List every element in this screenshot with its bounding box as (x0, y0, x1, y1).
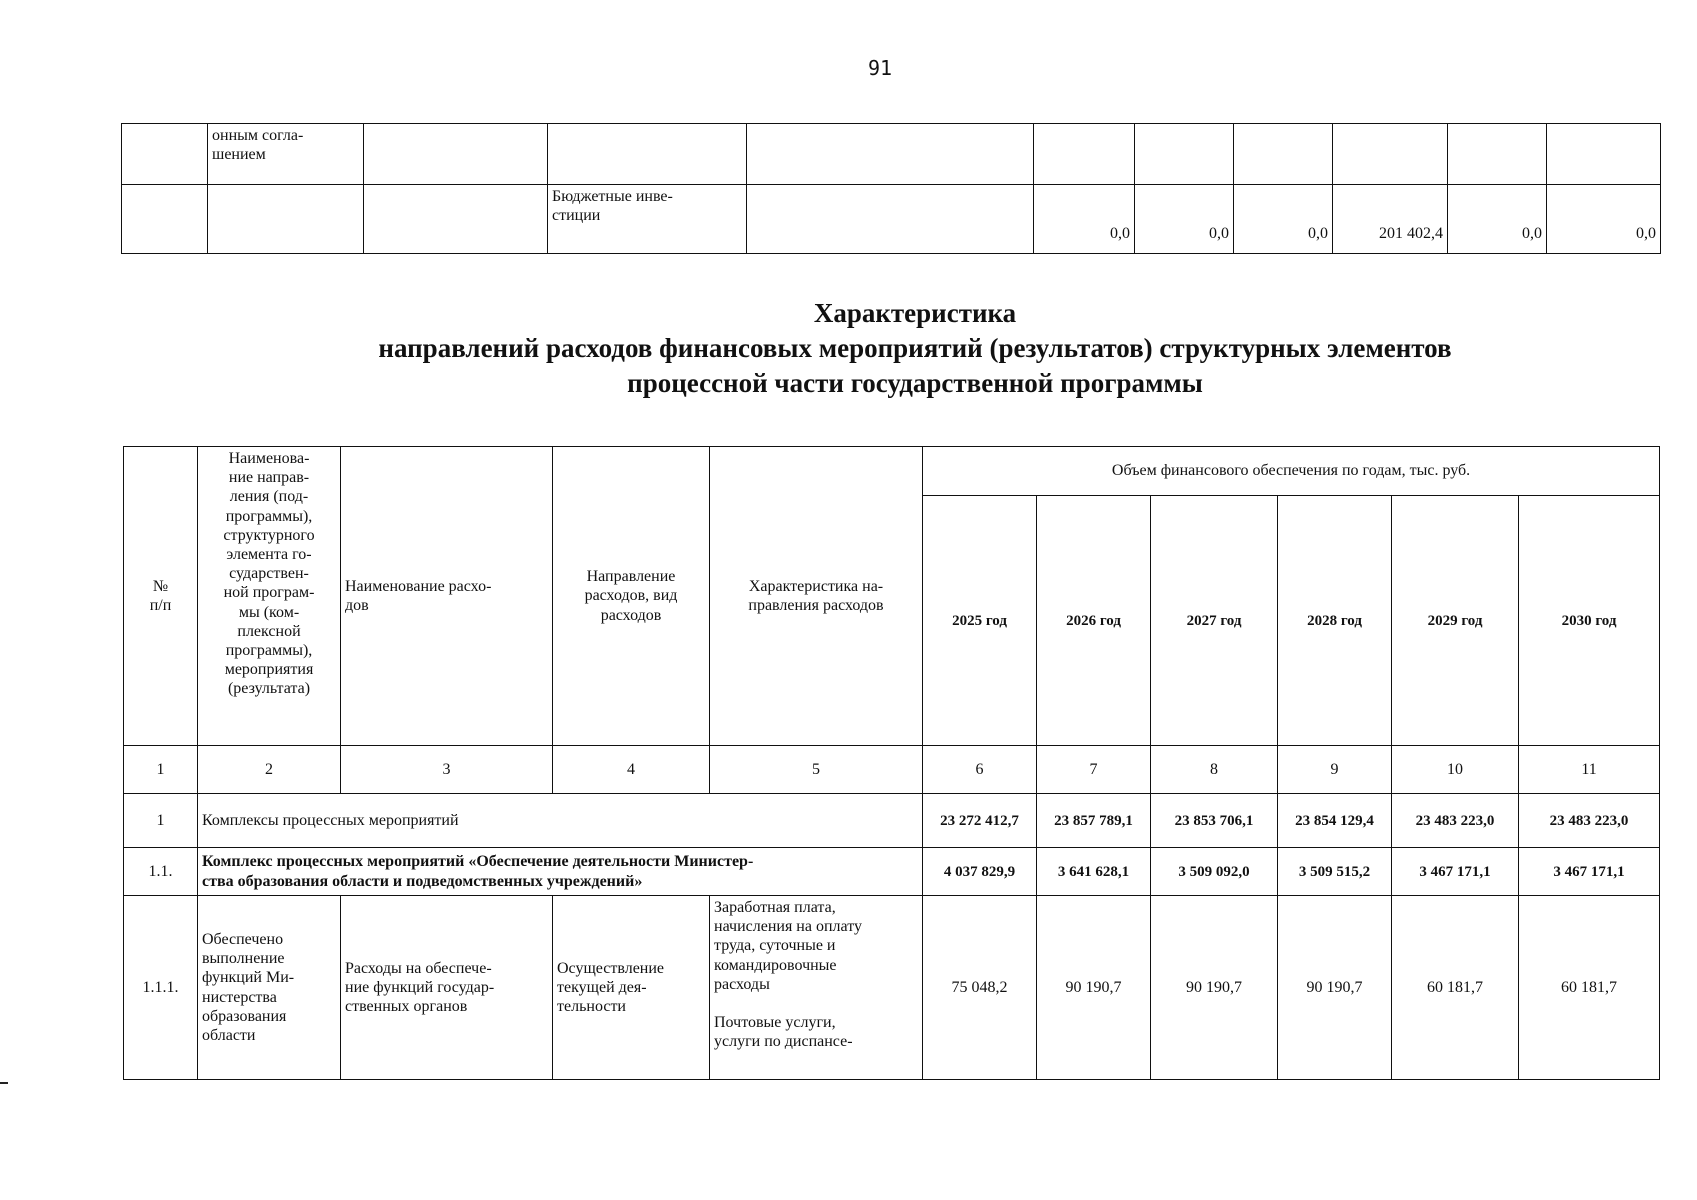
column-number: 8 (1151, 746, 1278, 794)
table-cell: 0,0 (1034, 185, 1135, 254)
value-cell: 23 857 789,1 (1037, 794, 1151, 848)
value-cell: 75 048,2 (923, 896, 1037, 1080)
title-line: Характеристика (813, 298, 1017, 328)
section-title (0, 296, 1697, 401)
table-cell: 0,0 (1547, 185, 1661, 254)
year-header: 2030 год (1519, 496, 1660, 746)
year-header: 2026 год (1037, 496, 1151, 746)
header-row (124, 447, 1660, 496)
column-number: 3 (341, 746, 553, 794)
value-cell: 23 483 223,0 (1519, 794, 1660, 848)
table-row (124, 794, 1660, 848)
column-number: 7 (1037, 746, 1151, 794)
column-number: 4 (553, 746, 710, 794)
row-name: Комплекс процессных мероприятий «Обеспечение деятельности Министер- ства образования области и подведомственных учреждений» (198, 848, 923, 896)
row-number: 1 (124, 794, 198, 848)
table-row (124, 848, 1660, 896)
value-cell: 23 483 223,0 (1392, 794, 1519, 848)
year-header: 2027 год (1151, 496, 1278, 746)
margin-mark (0, 1082, 8, 1084)
table-cell: онным согла- шением (208, 124, 364, 185)
header-cell: № п/п (124, 447, 198, 746)
continued-table (121, 123, 1661, 254)
column-number: 2 (198, 746, 341, 794)
expense-name: Расходы на обеспече- ние функций государ- ственных органов (341, 896, 553, 1080)
table-cell: Бюджетные инве- стиции (548, 185, 747, 254)
header-cell: Наименование расхо- дов (341, 447, 553, 746)
value-cell: 23 853 706,1 (1151, 794, 1278, 848)
year-header: 2028 год (1278, 496, 1392, 746)
value-cell: 90 190,7 (1278, 896, 1392, 1080)
column-number: 11 (1519, 746, 1660, 794)
value-cell: 90 190,7 (1037, 896, 1151, 1080)
title-line: процессной части государственной программы (627, 368, 1203, 399)
value-cell: 60 181,7 (1392, 896, 1519, 1080)
value-cell: 3 509 515,2 (1278, 848, 1392, 896)
value-cell: 90 190,7 (1151, 896, 1278, 1080)
row-name: Обеспечено выполнение функций Ми- нистерства образования области (198, 896, 341, 1080)
expense-characteristic: Заработная плата, начисления на оплату труда, суточные и командировочные расходы Почтовые услуги, услуги по диспансе- (710, 896, 923, 1080)
row-name: Комплексы процессных мероприятий (198, 794, 923, 848)
value-cell: 3 467 171,1 (1392, 848, 1519, 896)
value-cell: 3 641 628,1 (1037, 848, 1151, 896)
value-cell: 4 037 829,9 (923, 848, 1037, 896)
value-cell: 23 854 129,4 (1278, 794, 1392, 848)
table-cell: 0,0 (1135, 185, 1234, 254)
header-cell: Характеристика на- правления расходов (710, 447, 923, 746)
header-cell: Наименова- ние направ- ления (под- программы), структурного элемента го- сударствен- ной програм- мы (ком- плексной программы), мероприятия (результата) (198, 447, 341, 746)
expense-direction: Осуществление текущей дея- тельности (553, 896, 710, 1080)
value-cell: 60 181,7 (1519, 896, 1660, 1080)
header-cell: Направление расходов, вид расходов (553, 447, 710, 746)
table-cell: 201 402,4 (1333, 185, 1448, 254)
column-number: 10 (1392, 746, 1519, 794)
row-number: 1.1. (124, 848, 198, 896)
table-row (122, 185, 1661, 254)
page-number: 91 (867, 56, 893, 80)
header-cell: Объем финансового обеспечения по годам, тыс. руб. (923, 447, 1660, 496)
expenses-table (123, 446, 1660, 1080)
year-header: 2029 год (1392, 496, 1519, 746)
year-header: 2025 год (923, 496, 1037, 746)
table-cell: 0,0 (1234, 185, 1333, 254)
column-number: 9 (1278, 746, 1392, 794)
value-cell: 3 467 171,1 (1519, 848, 1660, 896)
column-number: 6 (923, 746, 1037, 794)
column-number: 5 (710, 746, 923, 794)
value-cell: 3 509 092,0 (1151, 848, 1278, 896)
row-number: 1.1.1. (124, 896, 198, 1080)
table-row (122, 124, 1661, 185)
column-number-row (124, 746, 1660, 794)
table-row (124, 896, 1660, 1080)
value-cell: 23 272 412,7 (923, 794, 1037, 848)
column-number: 1 (124, 746, 198, 794)
table-cell: 0,0 (1448, 185, 1547, 254)
title-line: направлений расходов финансовых мероприятий (результатов) структурных элементов (378, 333, 1452, 364)
